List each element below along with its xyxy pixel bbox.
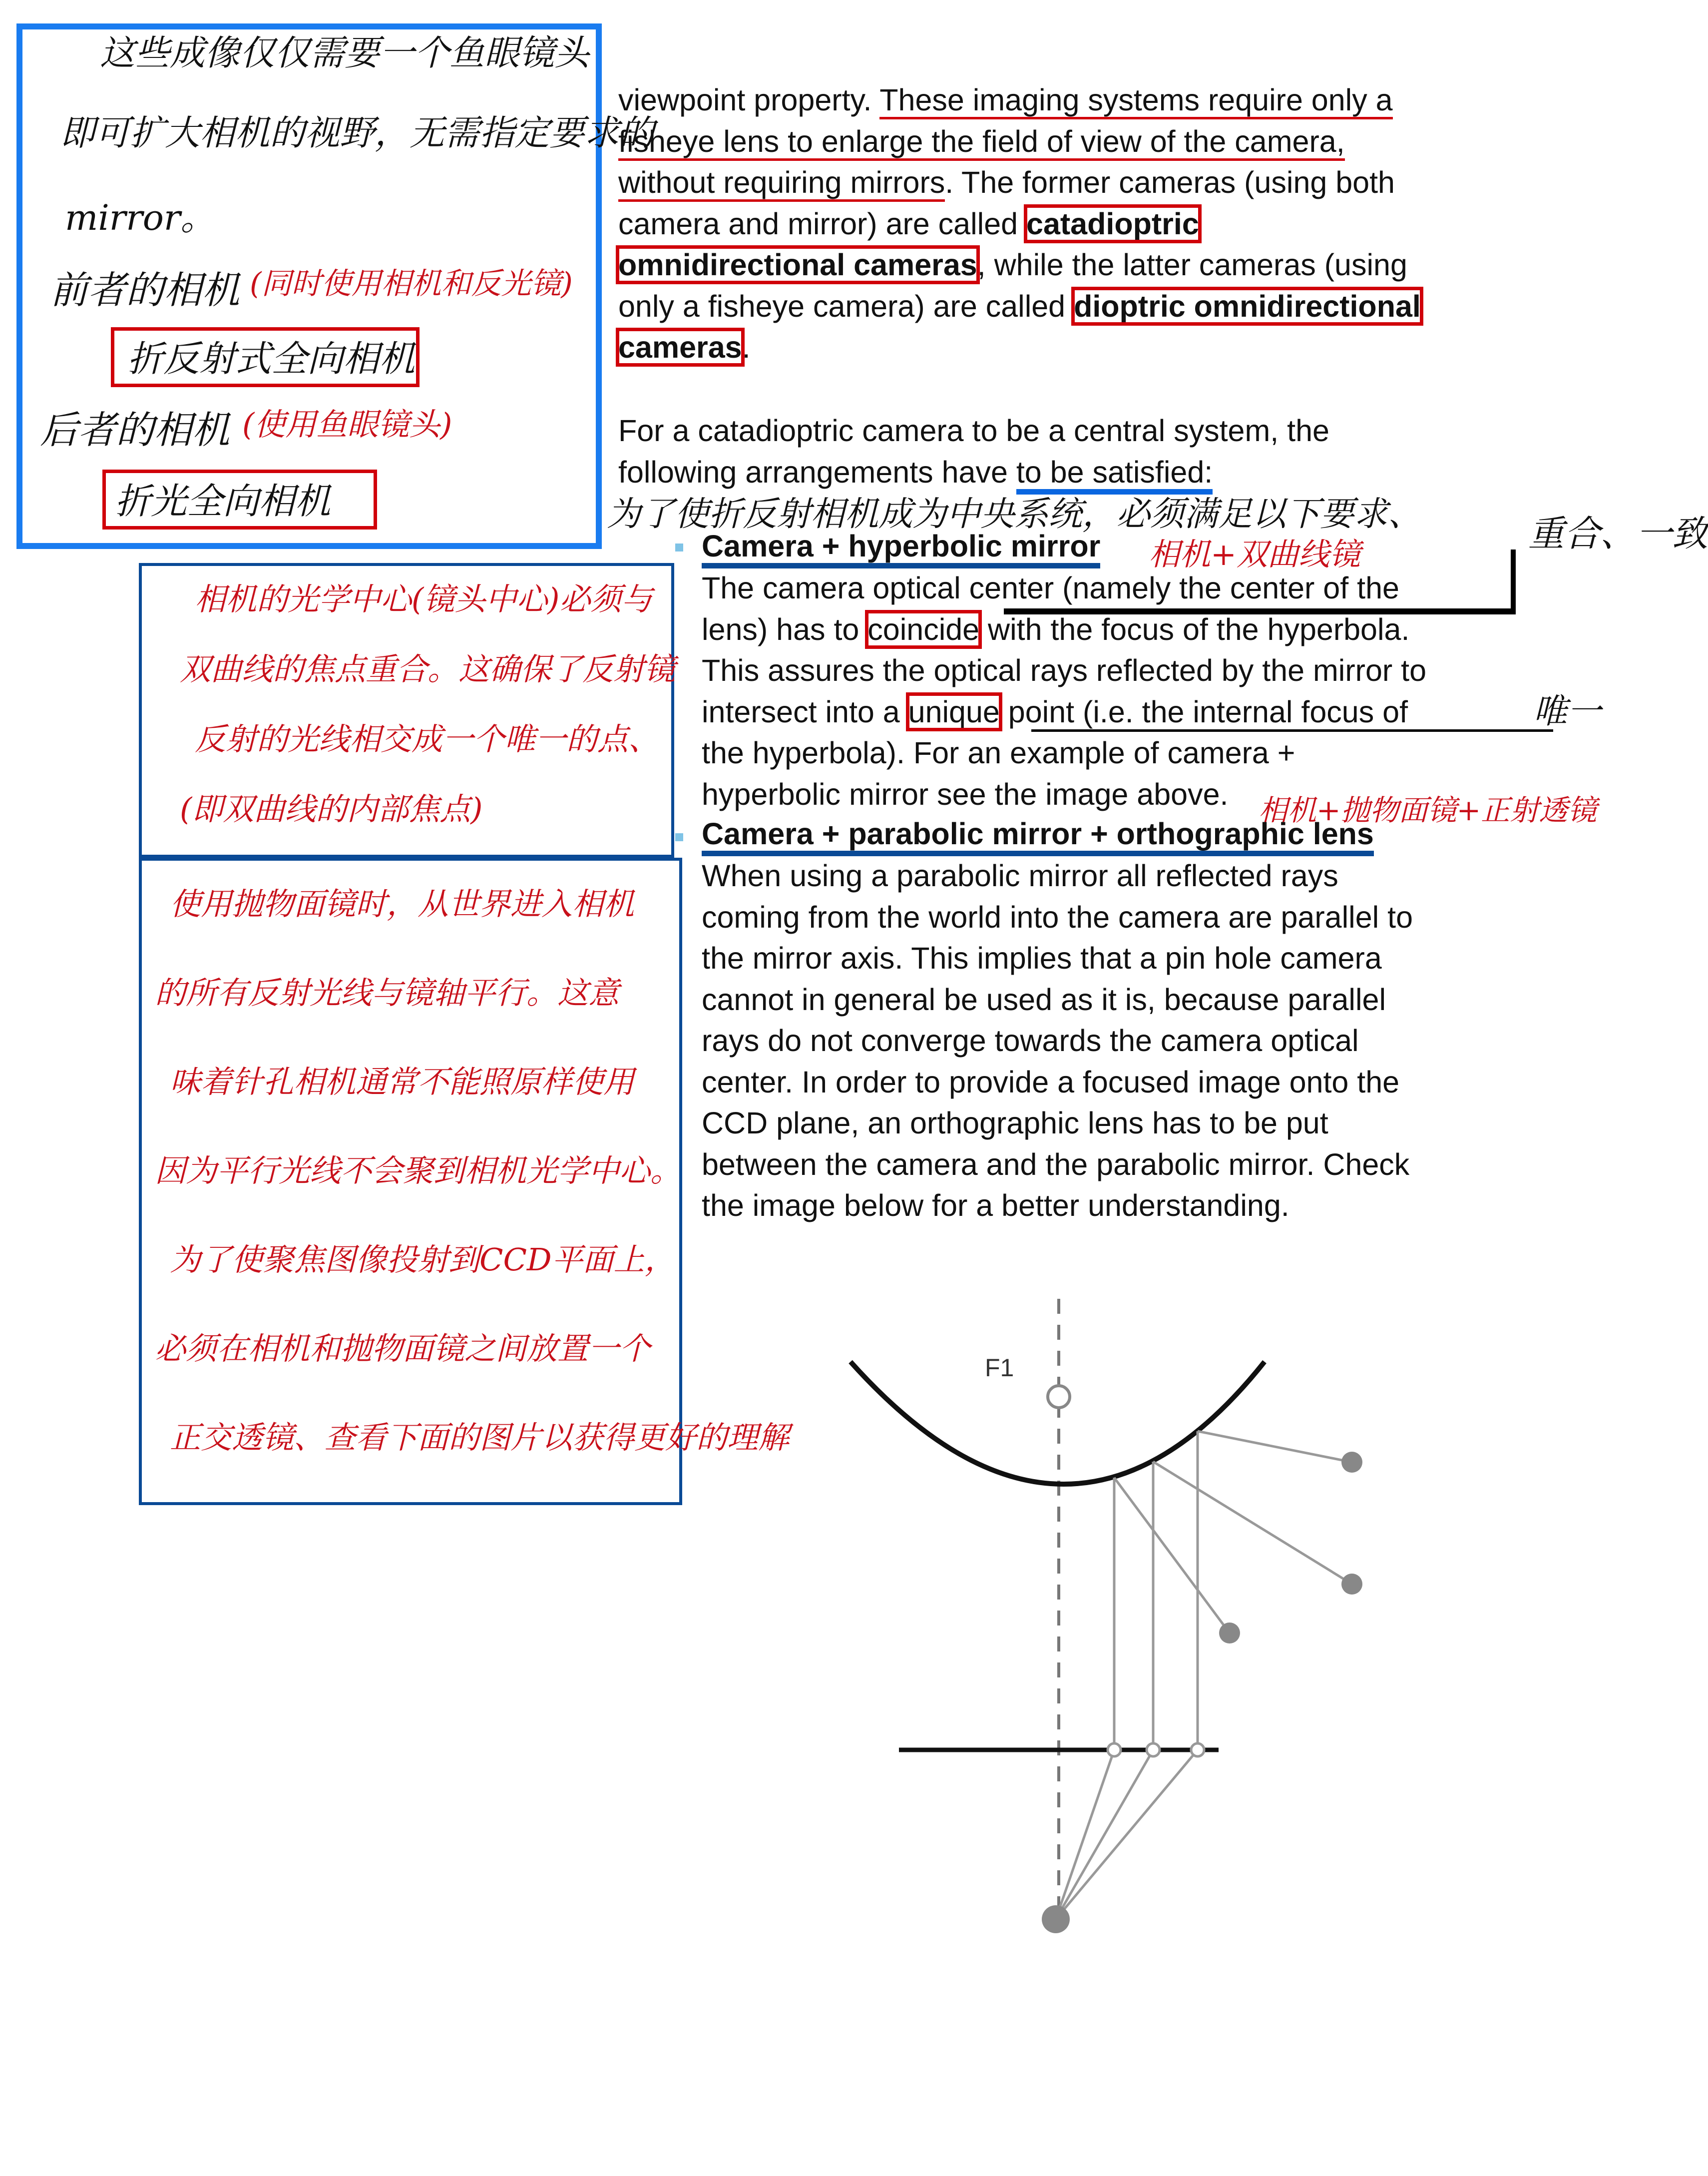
note-line: (即双曲线的内部焦点): [180, 791, 483, 827]
text-segment: For a catadioptric camera to be a central system, the: [618, 414, 1329, 448]
highlighted-term: omnidirectional cameras: [618, 248, 977, 282]
world-point: [1341, 1574, 1362, 1595]
text-segment: center. In order to provide a focused image onto the: [702, 1065, 1400, 1099]
note-line: 这些成像仅仅需要一个鱼眼镜头: [100, 32, 589, 73]
text-segment: only a fisheye camera) are called: [618, 289, 1074, 323]
note-line: 即可扩大相机的视野，无需指定要求的: [60, 112, 654, 153]
text-segment: with the focus of the hyperbola.: [979, 612, 1410, 646]
note-latter: 后者的相机: [40, 408, 230, 452]
note-former: 前者的相机: [50, 268, 240, 312]
highlighted-term: catadioptric: [1026, 206, 1199, 241]
world-point: [1341, 1452, 1362, 1473]
text-segment: rays do not converge towards the camera optical: [702, 1024, 1359, 1058]
text-segment: intersect into a: [702, 694, 908, 729]
note-hyperbolic-title: 相机+双曲线镜: [1149, 536, 1360, 572]
text-segment: CCD plane, an orthographic lens has to be put: [702, 1106, 1328, 1140]
text-segment: the mirror axis. This implies that a pin hole camera: [702, 941, 1382, 975]
note-line: 双曲线的焦点重合。这确保了反射镜: [180, 651, 676, 687]
note-line: 为了使聚焦图像投射到CCD平面上，: [170, 1241, 676, 1278]
converging-ray: [1056, 1750, 1198, 1919]
highlighted-term: cameras: [618, 330, 742, 364]
ray: [1153, 1462, 1352, 1584]
focus-point: [1048, 1386, 1070, 1408]
text-segment: the image below for a better understanding.: [702, 1188, 1289, 1222]
note-former-term: 折反射式全向相机: [127, 338, 416, 380]
note-coincide-meaning: 重合、一致: [1528, 513, 1708, 554]
note-central-system: 为了使折反射相机成为中央系统，必须满足以下要求、: [607, 495, 1422, 534]
lens-point: [1108, 1743, 1121, 1756]
text-segment: . The former cameras (using both: [945, 165, 1395, 199]
text-segment: camera and mirror) are called: [618, 206, 1027, 241]
ray: [1114, 1478, 1230, 1633]
note-unique-meaning: 唯一: [1533, 692, 1602, 731]
text-segment: lens) has to: [702, 612, 868, 646]
heading-text: Camera + parabolic mirror + orthographic lens: [702, 817, 1374, 856]
text-segment: cannot in general be used as it is, because parallel: [702, 982, 1386, 1017]
text-segment: When using a parabolic mirror all reflected rays: [702, 859, 1338, 893]
note-line: 相机的光学中心(镜头中心)必须与: [195, 581, 653, 617]
note-parabolic-title: 相机+抛物面镜+正射透镜: [1259, 793, 1597, 827]
highlighted-term: These imaging systems require only a: [879, 83, 1392, 119]
note-line: 因为平行光线不会聚到相机光学中心。: [155, 1152, 682, 1189]
text-segment: hyperbolic mirror see the image above.: [702, 777, 1229, 811]
note-line: 反射的光线相交成一个唯一的点、: [195, 721, 660, 757]
text-segment: This assures the optical rays reflected by the mirror to: [702, 653, 1427, 687]
text-segment: , while the latter cameras (using: [977, 248, 1407, 282]
note-former-paren: (同时使用相机和反光镜): [250, 266, 573, 301]
text-segment: viewpoint property.: [618, 83, 880, 117]
heading-text: Camera + hyperbolic mirror: [702, 529, 1100, 568]
highlighted-term: fisheye lens to enlarge the field of view of the camera,: [618, 124, 1345, 161]
text-segment: the hyperbola). For an example of camera +: [702, 736, 1295, 770]
note-line: 正交透镜、查看下面的图片以获得更好的理解: [170, 1419, 790, 1456]
lens-point: [1147, 1743, 1160, 1756]
text-segment: .: [742, 330, 751, 364]
text-segment: point (i.e. the internal focus of: [999, 694, 1408, 729]
note-line: mirror。: [65, 197, 216, 238]
camera-center: [1042, 1905, 1070, 1933]
note-line: 必须在相机和抛物面镜之间放置一个: [155, 1330, 651, 1367]
highlighted-term: to be satisfied:: [1016, 455, 1213, 495]
note-latter-paren: (使用鱼眼镜头): [242, 406, 452, 443]
note-line: 的所有反射光线与镜轴平行。这意: [155, 975, 620, 1011]
ray: [1198, 1431, 1352, 1462]
highlighted-term: without requiring mirrors: [618, 165, 945, 202]
world-point: [1219, 1623, 1240, 1643]
highlighted-term: unique: [908, 694, 1000, 729]
text-segment: between the camera and the parabolic mirror. Check: [702, 1147, 1410, 1181]
lens-point: [1191, 1743, 1204, 1756]
note-line: 使用抛物面镜时，从世界进入相机: [170, 886, 635, 922]
highlighted-term: dioptric omnidirectional: [1074, 289, 1421, 323]
focus-label: F1: [985, 1354, 1014, 1382]
note-line: 味着针孔相机通常不能照原样使用: [170, 1064, 635, 1100]
text-segment: following arrangements have: [618, 455, 1016, 489]
note-latter-term: 折光全向相机: [115, 480, 331, 522]
highlighted-term: coincide: [867, 612, 980, 646]
text-segment: coming from the world into the camera are parallel to: [702, 900, 1413, 934]
text-segment: The camera optical center (namely the center of the: [702, 571, 1399, 605]
